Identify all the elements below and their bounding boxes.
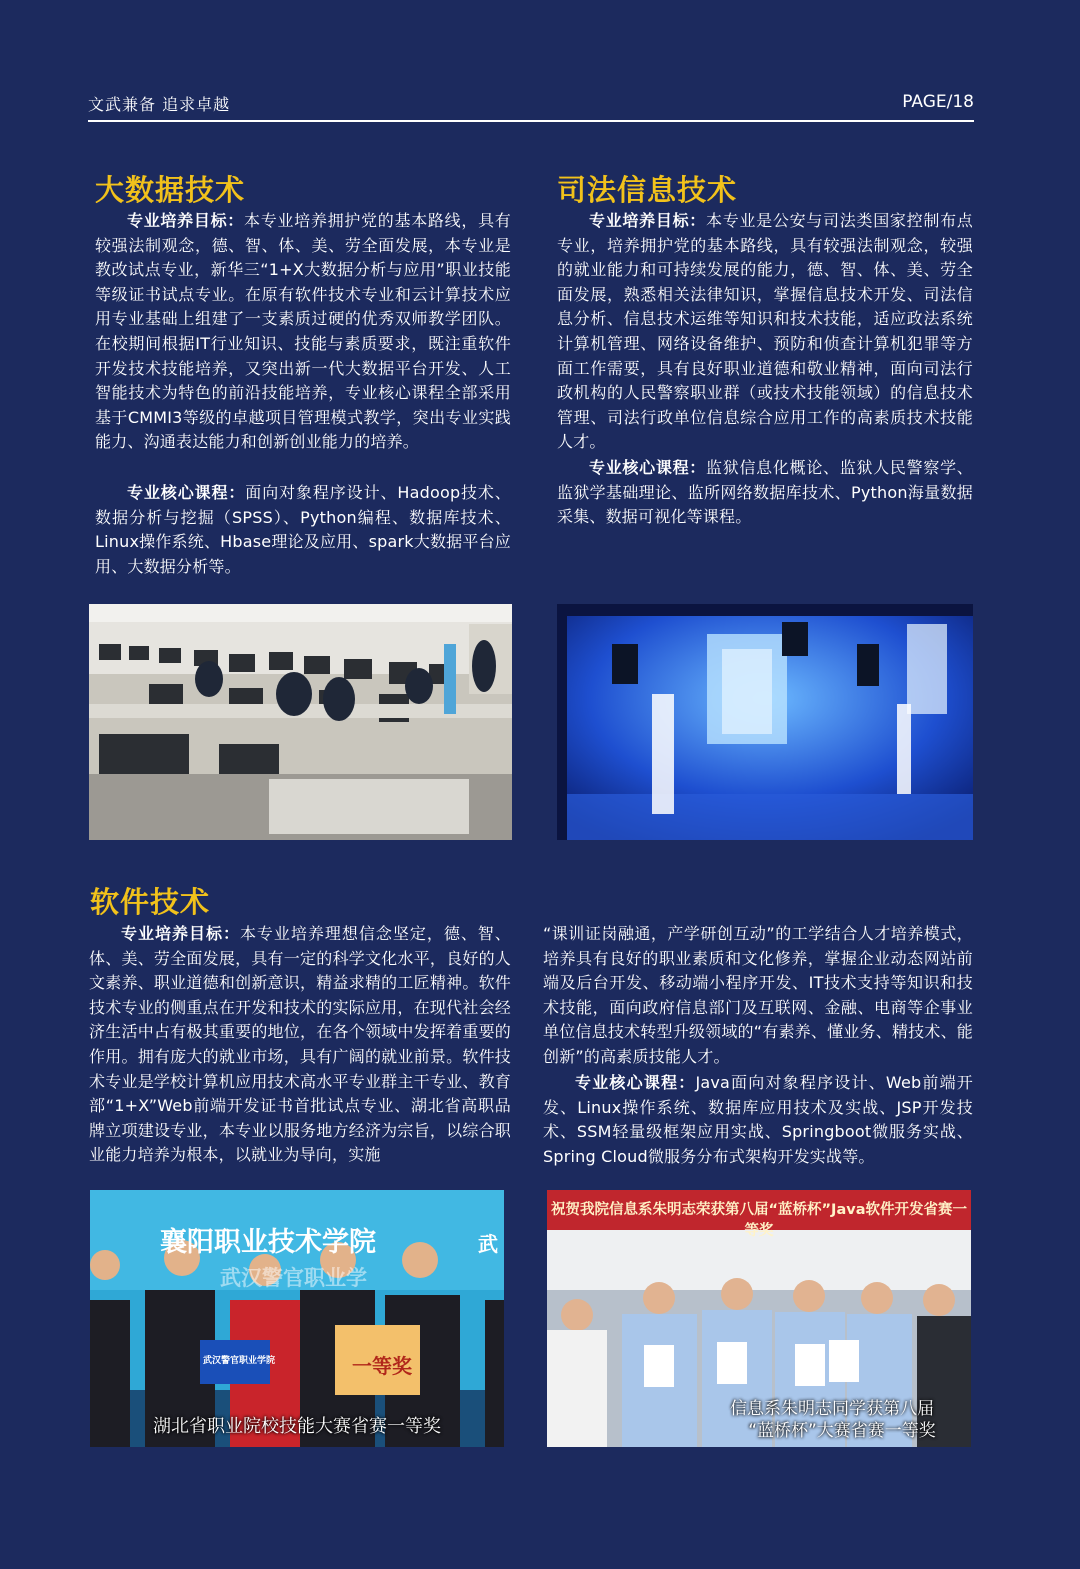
big-data-core-label: 专业核心课程：	[127, 483, 246, 502]
server-room-photo	[557, 604, 973, 840]
award-stage-photo	[90, 1190, 504, 1447]
judicial-goal	[557, 209, 973, 455]
header-slogan: 文武兼备 追求卓越	[88, 95, 231, 114]
big-data-core	[95, 481, 511, 579]
judicial-core-text: 监狱信息化概论、监狱人民警察学、监狱学基础理论、监所网络数据库技术、Python海量数据采集、数据可视化等课程。	[557, 458, 973, 527]
big-data-title: 大数据技术	[95, 173, 246, 207]
award-stage-blue-sign: 武汉警官职业学院	[203, 1356, 276, 1366]
big-data-goal-text: 本专业培养拥护党的基本路线，具有较强法制观念，德、智、体、美、劳全面发展，本专业是教改试点专业，新华三“1+X大数据分析与应用”职业技能等级证书试点专业。在原有软件技术专业和云计算技术应用专业基础上组建了一支素质过硬的优秀双师教学团队。在校期间根据IT行业知识、技能与素质要求，既注重软件开发技术技能培养，又突出新一代大数据平台开发、人工智能技术为特色的前沿技能培养，专业核心课程全部采用基于CMMI3等级的卓越项目管理模式教学，突出专业实践能力、沟通表达能力和创新创业能力的培养。	[95, 211, 511, 452]
award-stage-caption: 湖北省职业院校技能大赛省赛一等奖	[153, 1416, 441, 1437]
big-data-goal	[95, 209, 511, 455]
lanqiao-award-photo	[547, 1190, 971, 1447]
big-data-goal-label: 专业培养目标：	[127, 211, 245, 230]
page-number: PAGE/18	[902, 92, 974, 112]
award-stage-banner-right: 武	[478, 1232, 498, 1256]
big-data-core-text: 面向对象程序设计、Hadoop技术、数据分析与挖掘（SPSS）、Python编程、数据库技术、Linux操作系统、Hbase理论及应用、spark大数据平台应用、大数据分析等。	[95, 483, 512, 576]
software-goal-text-1: 本专业培养理想信念坚定，德、智、体、美、劳全面发展，具有一定的科学文化水平，良好的人文素养、职业道德和创新意识，精益求精的工匠精神。软件技术专业的侧重点在开发和技术的实际应用，在现代社会经济生活中占有极其重要的地位，在各个领域中发挥着重要的作用。拥有庞大的就业市场，具有广阔的就业前景。软件技术专业是学校计算机应用技术高水平专业群主干专业、教育部“1+X”Web前端开发证书首批试点专业、湖北省高职品牌立项建设专业，本专业以服务地方经济为宗旨，以综合职业能力培养为根本，以就业为导向，实施	[89, 924, 511, 1165]
page-header	[88, 90, 974, 122]
judicial-title: 司法信息技术	[557, 173, 738, 207]
software-goal-part2: “课训证岗融通，产学研创互动”的工学结合人才培养模式，培养具有良好的职业素质和文化修养，掌握企业动态网站前端及后台开发、移动端小程序开发、IT技术支持等知识和技术技能，面向政府信息部门及互联网、金融、电商等企事业单位信息技术转型升级领域的“有素养、懂业务、精技术、能创新”的高素质技能人才。	[543, 924, 973, 1066]
software-goal-label: 专业培养目标：	[121, 924, 240, 943]
lanqiao-caption-line2: “蓝桥杯”大赛省赛一等奖	[748, 1421, 936, 1441]
software-goal-part1	[89, 922, 511, 1168]
judicial-goal-label: 专业培养目标：	[589, 211, 707, 230]
judicial-core	[557, 456, 973, 530]
lanqiao-caption-line1: 信息系朱明志同学获第八届	[730, 1399, 934, 1419]
computer-lab-photo	[89, 604, 512, 840]
judicial-goal-text: 本专业是公安与司法类国家控制布点专业，培养拥护党的基本路线，具有较强法制观念，较强的就业能力和可持续发展的能力，德、智、体、美、劳全面发展，熟悉相关法律知识，掌握信息技术开发、司法信息分析、信息技术运维等知识和技术技能，适应政法系统计算机管理、网络设备维护、预防和侦查计算机犯罪等方面工作需要，具有良好职业道德和敬业精神，面向司法行政机构的人民警察职业群（或技术技能领域）的信息技术管理、司法行政单位信息综合应用工作的高素质技术技能人才。	[557, 211, 973, 452]
software-title: 软件技术	[90, 885, 211, 919]
software-core	[543, 1071, 973, 1169]
award-stage-red-sign: 一等奖	[352, 1354, 412, 1378]
judicial-core-label: 专业核心课程：	[589, 458, 707, 477]
award-stage-banner-sub: 武汉警官职业学	[220, 1266, 367, 1290]
software-core-text: Java面向对象程序设计、Web前端开发、Linux操作系统、数据库应用技术及实战、JSP开发技术、SSM轻量级框架应用实战、Springboot微服务实战、Spring Cloud微服务分布式架构开发实战等。	[543, 1073, 974, 1166]
award-stage-banner: 襄阳职业技术学院	[160, 1227, 376, 1258]
software-core-label: 专业核心课程：	[575, 1073, 696, 1092]
lanqiao-banner: 祝贺我院信息系朱明志荣获第八届“蓝桥杯”Java软件开发省赛一等奖	[551, 1202, 967, 1239]
